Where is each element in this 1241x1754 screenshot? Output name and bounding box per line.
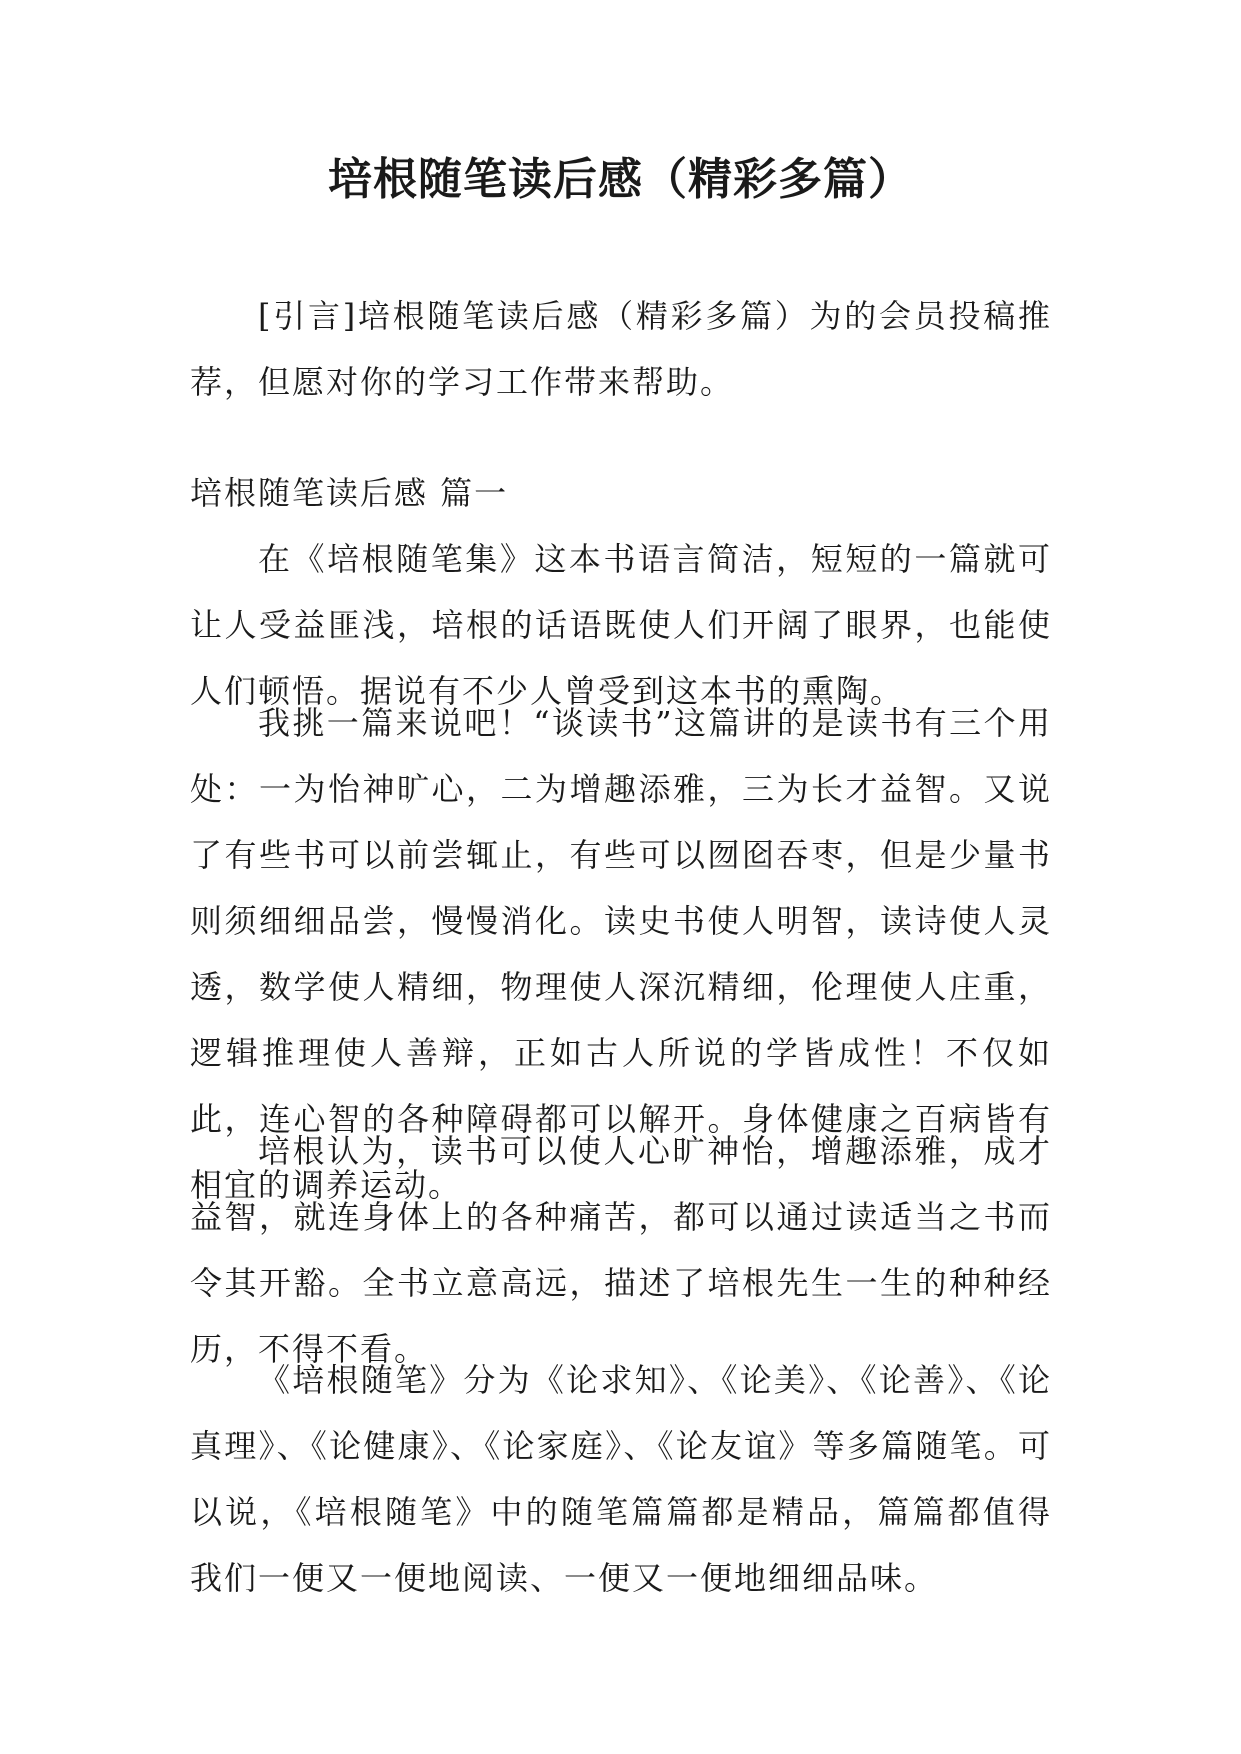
body-paragraph: 《培根随笔》分为《论求知》、《论美》、《论善》、《论真理》、《论健康》、《论家庭》、《论友谊》等多篇随笔。可以说，《培根随笔》中的随笔篇篇都是精品，篇篇都值得我们一便又一便地阅读、一便又一便地细细品味。 [190,1361,1052,1597]
section-heading: 培根随笔读后感 篇一 [190,474,509,512]
intro-paragraph: [引言]培根随笔读后感（精彩多篇）为的会员投稿推荐，但愿对你的学习工作带来帮助。 [190,297,1052,401]
body-paragraph: 我挑一篇来说吧！“谈读书”这篇讲的是读书有三个用处：一为怡神旷心，二为增趣添雅，三为长才益智。又说了有些书可以前尝辄止，有些可以囫囵吞枣，但是少量书则须细细品尝，慢慢消化。读史书使人明智，读诗使人灵透，数学使人精细，物理使人深沉精细，伦理使人庄重，逻辑推理使人善辩，正如古人所说的学皆成性！不仅如此，连心智的各种障碍都可以解开。身体健康之百病皆有相宜的调养运动。 [190,704,1052,1204]
body-paragraph: 培根认为，读书可以使人心旷神怡，增趣添雅，成才益智，就连身体上的各种痛苦，都可以通过读适当之书而令其开豁。全书立意高远，描述了培根先生一生的种种经历，不得不看。 [190,1132,1052,1368]
body-paragraph: 在《培根随笔集》这本书语言简洁，短短的一篇就可让人受益匪浅，培根的话语既使人们开阔了眼界，也能使人们顿悟。据说有不少人曾受到这本书的熏陶。 [190,540,1052,710]
document-title: 培根随笔读后感（精彩多篇） [328,154,913,205]
